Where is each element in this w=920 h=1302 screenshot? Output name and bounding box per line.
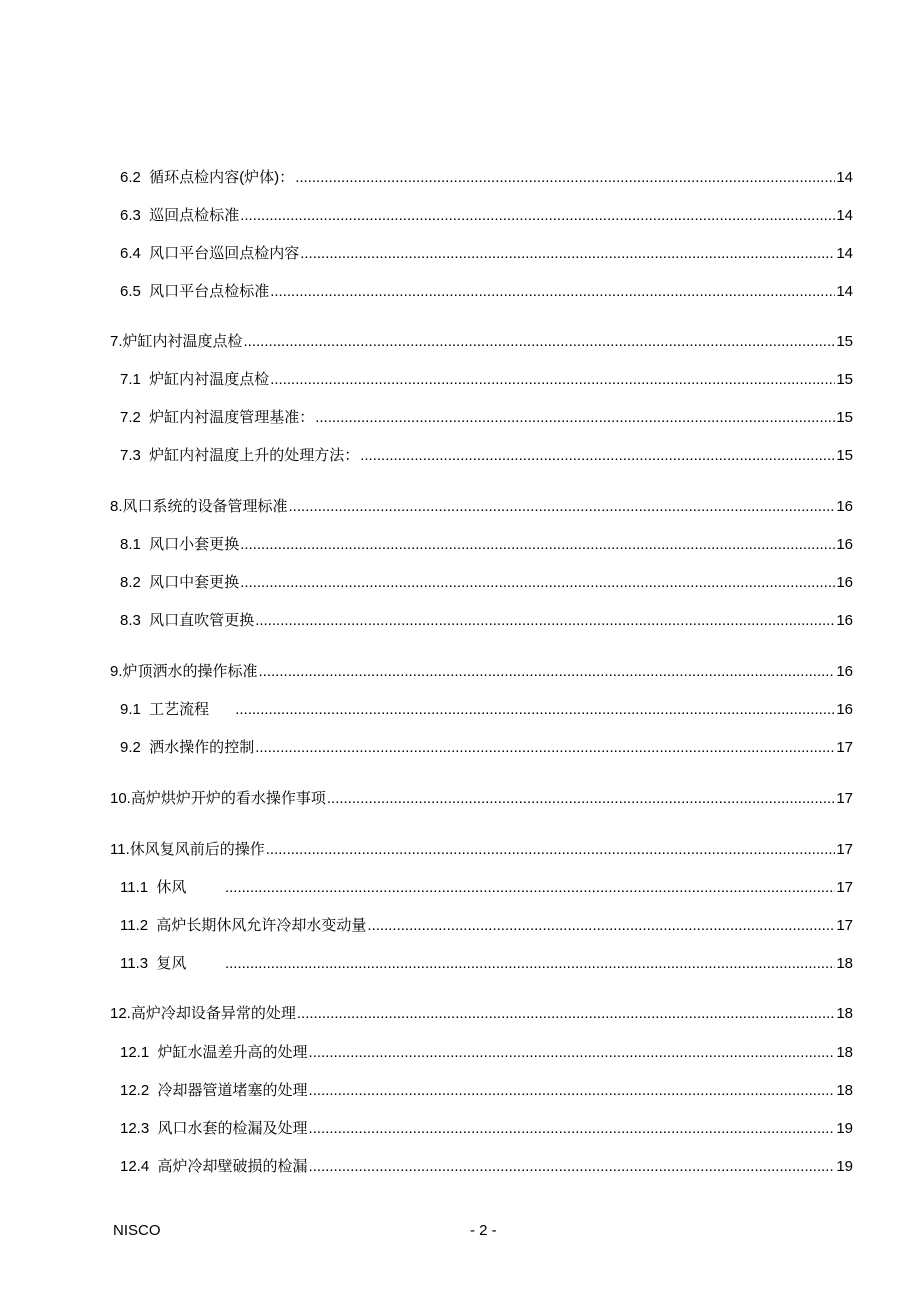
toc-entry[interactable] <box>120 738 853 758</box>
toc-leader-dots <box>315 408 835 428</box>
toc-page-number: 17 <box>836 879 853 896</box>
toc-entry[interactable] <box>120 700 853 720</box>
toc-page-number: 16 <box>836 498 853 515</box>
toc-entry[interactable] <box>110 789 853 809</box>
toc-page-number: 16 <box>836 612 853 629</box>
toc-entry[interactable] <box>110 662 853 682</box>
toc-entry[interactable] <box>120 282 853 302</box>
toc-leader-dots <box>225 878 835 898</box>
toc-entry-label: 6.3 巡回点检标准 <box>120 207 240 224</box>
toc-page-number: 16 <box>836 701 853 718</box>
toc-entry[interactable] <box>120 244 853 264</box>
toc-entry-label: 8.3 风口直吹管更换 <box>120 612 255 629</box>
toc-entry[interactable] <box>110 1004 853 1024</box>
toc-entry-label: 12.高炉冷却设备异常的处理 <box>110 1005 296 1022</box>
toc-entry-label: 9.2 洒水操作的控制 <box>120 739 255 756</box>
toc-leader-dots <box>360 446 835 466</box>
toc-page-number: 15 <box>836 409 853 426</box>
toc-entry-label: 7.炉缸内衬温度点检 <box>110 333 243 350</box>
toc-entry[interactable] <box>120 954 853 974</box>
toc-entry[interactable] <box>120 1157 853 1177</box>
toc-leader-dots <box>240 535 835 555</box>
toc-page-number: 14 <box>836 207 853 224</box>
toc-entry[interactable] <box>120 408 853 428</box>
toc-page-number: 18 <box>836 955 853 972</box>
toc-leader-dots <box>270 282 835 302</box>
toc-leader-dots <box>295 168 835 188</box>
toc-leader-dots <box>300 244 835 264</box>
footer-company: NISCO <box>113 1222 161 1239</box>
toc-page-number: 15 <box>836 371 853 388</box>
toc-entry-label: 6.4 风口平台巡回点检内容 <box>120 245 300 262</box>
toc-leader-dots <box>309 1157 836 1177</box>
toc-page-number: 18 <box>836 1082 853 1099</box>
toc-entry-label: 7.3 炉缸内衬温度上升的处理方法： <box>120 447 360 464</box>
toc-page-number: 16 <box>836 536 853 553</box>
toc-entry[interactable] <box>120 168 853 188</box>
toc-entry[interactable] <box>120 1043 853 1063</box>
toc-leader-dots <box>327 789 835 809</box>
toc-leader-dots <box>240 206 835 226</box>
toc-leader-dots <box>244 332 836 352</box>
toc-leader-dots <box>309 1081 836 1101</box>
toc-entry-label: 12.3 风口水套的检漏及处理 <box>120 1120 308 1137</box>
toc-leader-dots <box>255 611 835 631</box>
toc-page-number: 18 <box>836 1005 853 1022</box>
toc-page-number: 18 <box>836 1044 853 1061</box>
toc-entry[interactable] <box>120 535 853 555</box>
toc-entry-label: 8.风口系统的设备管理标准 <box>110 498 288 515</box>
toc-page-number: 16 <box>836 663 853 680</box>
toc-entry-label: 6.5 风口平台点检标准 <box>120 283 270 300</box>
toc-entry[interactable] <box>120 370 853 390</box>
toc-entry-label: 6.2 循环点检内容(炉体)： <box>120 169 295 186</box>
toc-entry[interactable] <box>110 332 853 352</box>
toc-entry[interactable] <box>110 840 853 860</box>
toc-page-number: 16 <box>836 574 853 591</box>
toc-entry-label: 9.1 工艺流程 <box>120 701 235 718</box>
toc-entry-label: 12.2 冷却器管道堵塞的处理 <box>120 1082 308 1099</box>
toc-leader-dots <box>309 1119 836 1139</box>
toc-page-number: 14 <box>836 245 853 262</box>
toc-leader-dots <box>309 1043 836 1063</box>
toc-entry[interactable] <box>120 1081 853 1101</box>
toc-entry-label: 12.1 炉缸水温差升高的处理 <box>120 1044 308 1061</box>
toc-entry[interactable] <box>120 878 853 898</box>
toc-entry-label: 7.1 炉缸内衬温度点检 <box>120 371 270 388</box>
toc-page-number: 17 <box>836 790 853 807</box>
toc-entry-label: 11.2 高炉长期休风允许冷却水变动量 <box>120 917 367 934</box>
toc-page-number: 17 <box>836 917 853 934</box>
toc-page-number: 15 <box>836 333 853 350</box>
toc-leader-dots <box>289 497 836 517</box>
toc-entry[interactable] <box>120 446 853 466</box>
toc-page-number: 17 <box>836 739 853 756</box>
toc-entry[interactable] <box>120 611 853 631</box>
toc-page-number: 19 <box>836 1158 853 1175</box>
toc-entry[interactable] <box>120 916 853 936</box>
toc-page-number: 14 <box>836 283 853 300</box>
toc-entry-label: 7.2 炉缸内衬温度管理基准： <box>120 409 315 426</box>
toc-entry-label: 8.2 风口中套更换 <box>120 574 240 591</box>
toc-leader-dots <box>270 370 835 390</box>
toc-entry-label: 12.4 高炉冷却壁破损的检漏 <box>120 1158 308 1175</box>
toc-page-number: 14 <box>836 169 853 186</box>
toc-page-number: 17 <box>836 841 853 858</box>
toc-leader-dots <box>235 700 835 720</box>
toc-leader-dots <box>240 573 835 593</box>
toc-leader-dots <box>259 662 836 682</box>
toc-leader-dots <box>225 954 835 974</box>
toc-entry[interactable] <box>120 1119 853 1139</box>
toc-entry-label: 11.1 休风 <box>120 879 224 896</box>
toc-entry-label: 9.炉顶洒水的操作标准 <box>110 663 258 680</box>
toc-leader-dots <box>367 916 835 936</box>
toc-entry-label: 8.1 风口小套更换 <box>120 536 240 553</box>
toc-entry[interactable] <box>120 573 853 593</box>
toc-entry[interactable] <box>110 497 853 517</box>
toc-leader-dots <box>266 840 836 860</box>
footer-page-number: - 2 - <box>470 1222 497 1239</box>
toc-page-number: 15 <box>836 447 853 464</box>
toc-entry-label: 11.3 复风 <box>120 955 224 972</box>
toc-entry[interactable] <box>120 206 853 226</box>
toc-leader-dots <box>297 1004 835 1024</box>
toc-page-number: 19 <box>836 1120 853 1137</box>
toc-entry-label: 11.休风复风前后的操作 <box>110 841 265 858</box>
toc-leader-dots <box>255 738 835 758</box>
toc-entry-label: 10.高炉烘炉开炉的看水操作事项 <box>110 790 326 807</box>
